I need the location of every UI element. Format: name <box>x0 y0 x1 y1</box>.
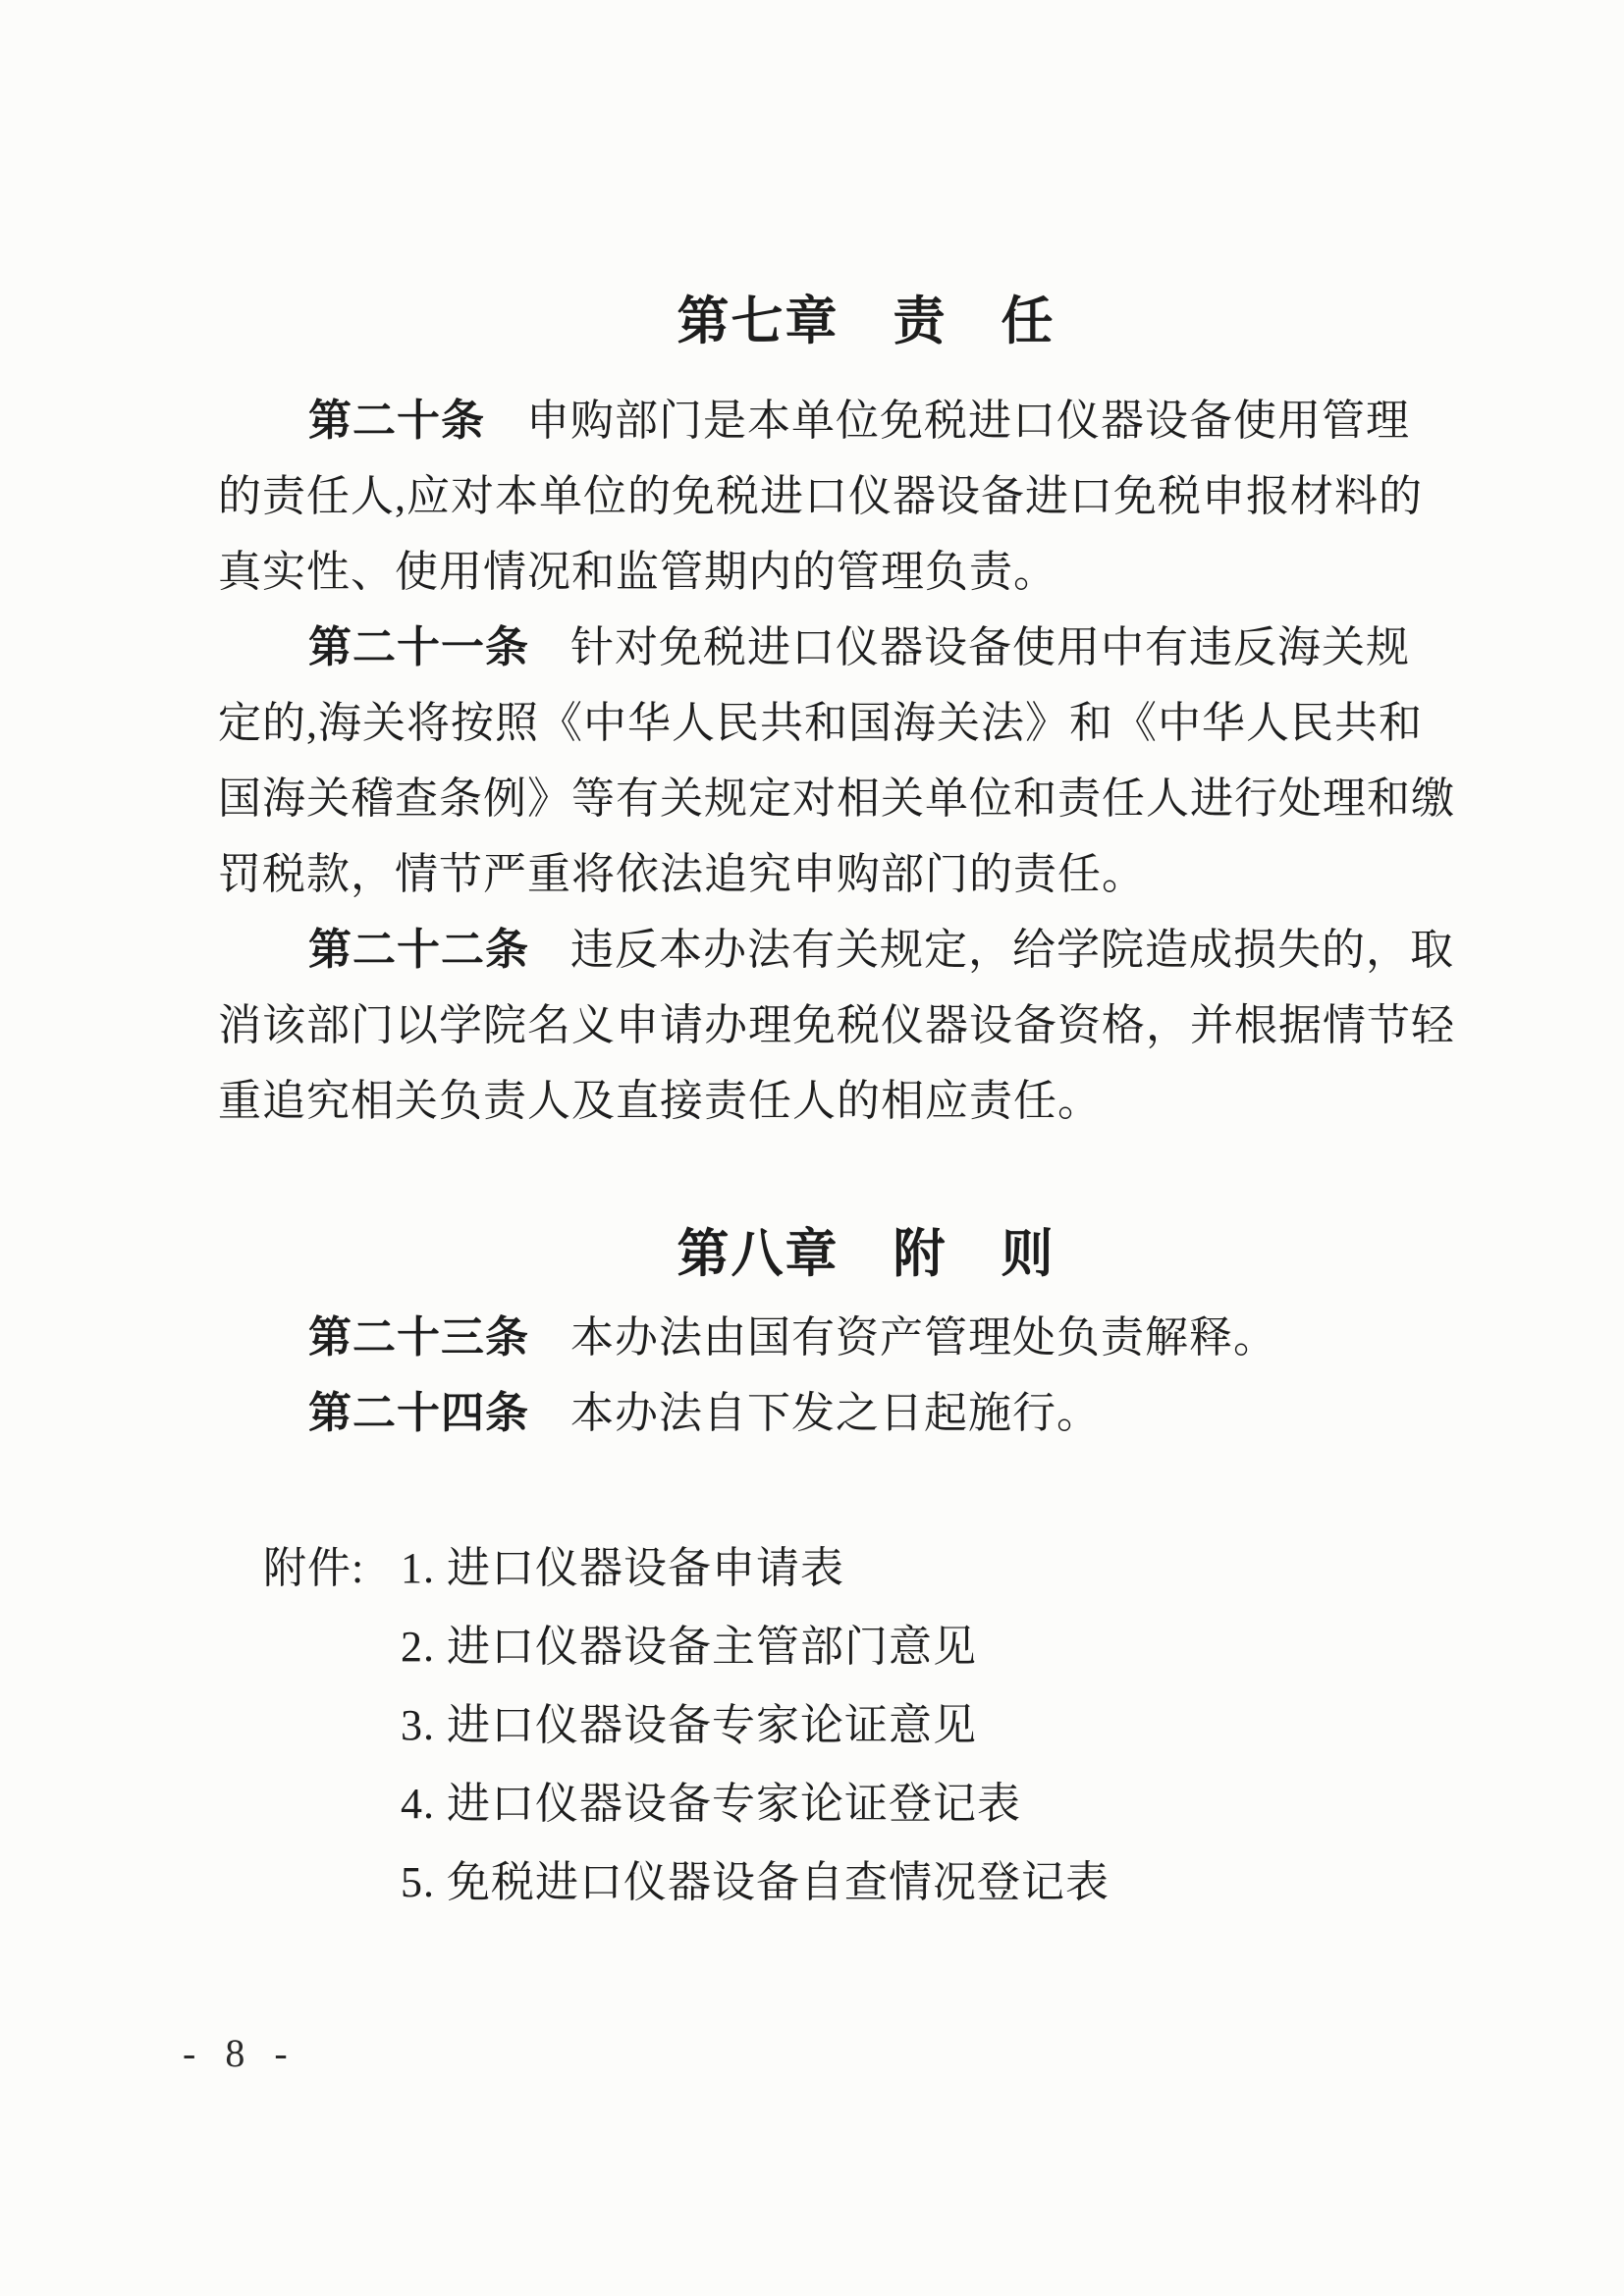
article-20-text-1: 申购部门是本单位免税进口仪器设备使用管理 <box>526 397 1410 445</box>
article-24-line <box>218 1375 1426 1451</box>
article-22-line-3 <box>218 1063 1426 1139</box>
article-20-text-2: 的责任人,应对本单位的免税进口仪器设备进口免税申报材料的 <box>218 472 1423 520</box>
article-24-number: 第二十四条 <box>308 1389 529 1437</box>
article-22-line-1 <box>218 912 1454 988</box>
attachment-item-2: 2. 进口仪器设备主管部门意见 <box>401 1623 977 1671</box>
article-23-text: 本办法由国有资产管理处负责解释。 <box>570 1313 1277 1362</box>
article-21-text-1: 针对免税进口仪器设备使用中有违反海关规 <box>570 623 1410 671</box>
article-22-line-2 <box>218 988 1455 1063</box>
attachment-item <box>263 1529 1426 1608</box>
attachment-item-5: 5. 免税进口仪器设备自查情况登记表 <box>401 1858 1110 1906</box>
article-24-text: 本办法自下发之日起施行。 <box>570 1389 1101 1437</box>
article-21-text-3: 国海关稽查条例》等有关规定对相关单位和责任人进行处理和缴 <box>218 774 1455 823</box>
attachment-item <box>263 1608 1426 1686</box>
page-number: - 8 - <box>183 2031 295 2075</box>
article-20-text-3: 真实性、使用情况和监管期内的管理负责。 <box>218 548 1057 596</box>
attachment-item-3: 3. 进口仪器设备专家论证意见 <box>401 1701 977 1749</box>
attachment-item-4: 4. 进口仪器设备专家论证登记表 <box>401 1780 1021 1828</box>
article-20-line-2 <box>218 458 1426 534</box>
article-21-text-4: 罚税款，情节严重将依法追究申购部门的责任。 <box>218 850 1146 898</box>
article-21-line-3 <box>218 761 1455 836</box>
document-content <box>218 291 1455 1922</box>
article-20-line-3 <box>218 534 1426 610</box>
article-20-line-1 <box>218 383 1426 458</box>
article-20-number: 第二十条 <box>308 397 485 445</box>
attachment-item <box>263 1843 1426 1922</box>
article-21-text-2: 定的,海关将按照《中华人民共和国海关法》和《中华人民共和 <box>218 699 1423 747</box>
article-22-text-2: 消该部门以学院名义申请办理免税仪器设备资格，并根据情节轻 <box>218 1001 1455 1049</box>
article-23-number: 第二十三条 <box>308 1313 529 1362</box>
article-22-text-1: 违反本办法有关规定，给学院造成损失的，取 <box>570 926 1454 974</box>
attachments-label: 附件: <box>263 1544 365 1592</box>
article-22-text-3: 重追究相关负责人及直接责任人的相应责任。 <box>218 1077 1102 1125</box>
chapter-7-title: 第七章 责 任 <box>677 293 1056 350</box>
attachment-item <box>263 1686 1426 1765</box>
article-21-line-2 <box>218 685 1426 761</box>
article-21-line-1 <box>218 610 1426 685</box>
article-22-number: 第二十二条 <box>308 926 529 974</box>
article-23-line <box>218 1300 1426 1375</box>
attachment-item <box>263 1765 1426 1843</box>
article-21-line-4 <box>218 836 1426 912</box>
article-21-number: 第二十一条 <box>308 623 529 671</box>
chapter-8-title: 第八章 附 则 <box>677 1225 1056 1283</box>
attachment-item-1: 1. 进口仪器设备申请表 <box>401 1544 844 1592</box>
attachments-block <box>263 1529 1426 1922</box>
